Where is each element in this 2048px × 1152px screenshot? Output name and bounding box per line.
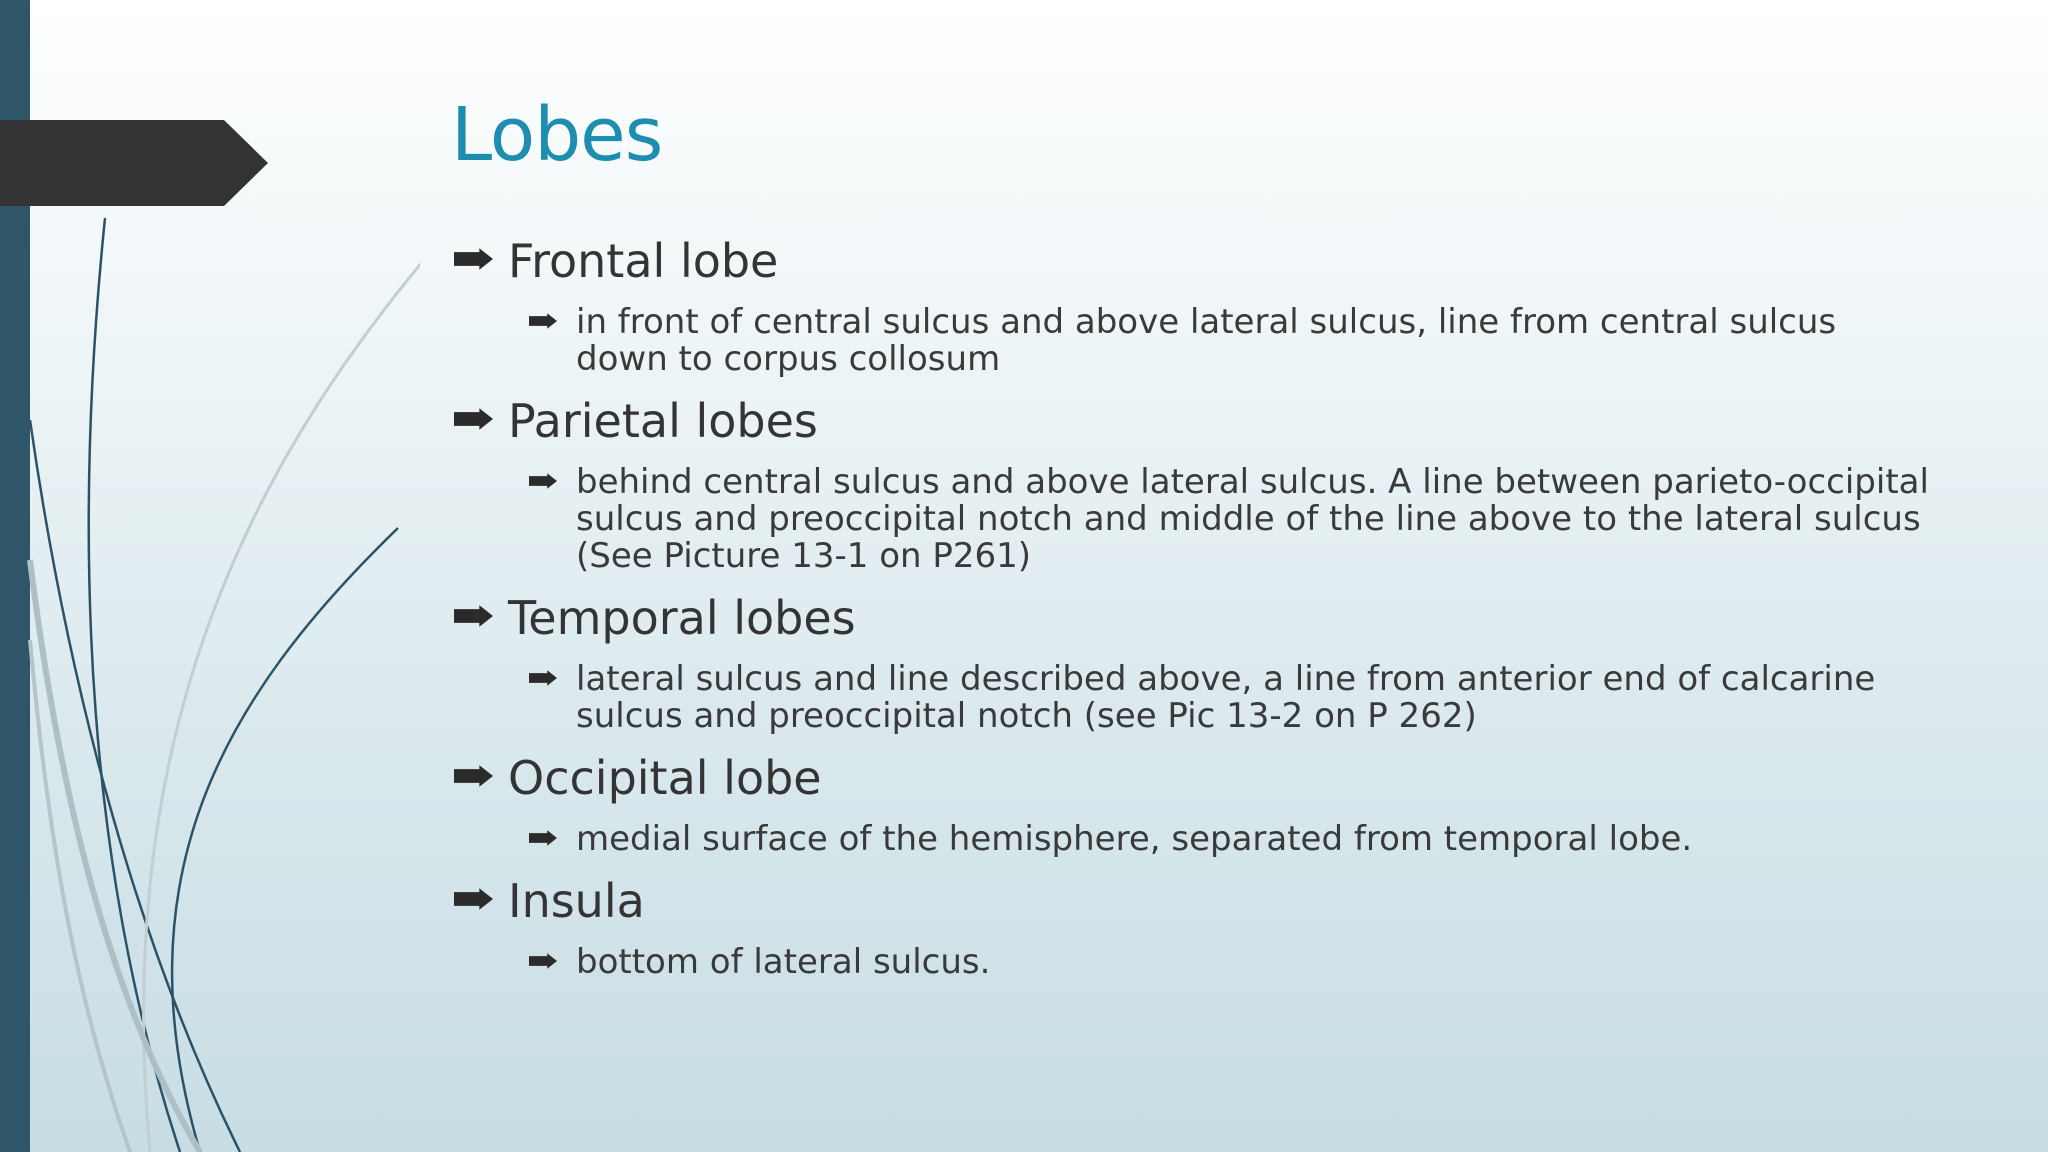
arrow-right-bullet-icon bbox=[454, 605, 493, 627]
bullet-parietal-lobes bbox=[452, 388, 1932, 454]
arrow-right-bullet-icon bbox=[529, 670, 557, 686]
arrow-right-bullet-icon bbox=[454, 248, 493, 270]
bullet-temporal-lobes bbox=[452, 585, 1932, 651]
arrow-right-bullet-icon bbox=[529, 953, 557, 969]
sub-bullet-occipital-lobe bbox=[452, 821, 1932, 858]
arrow-right-bullet-icon bbox=[454, 888, 493, 910]
bullet-heading: Parietal lobes bbox=[508, 394, 818, 448]
bullet-occipital-lobe bbox=[452, 745, 1932, 811]
arrow-right-bullet-icon bbox=[529, 313, 557, 329]
bullet-heading: Insula bbox=[508, 874, 645, 928]
bullet-heading: Occipital lobe bbox=[508, 751, 822, 805]
bullet-list bbox=[452, 228, 1932, 991]
arrow-right-bullet-icon bbox=[454, 765, 493, 787]
bullet-heading: Temporal lobes bbox=[508, 591, 856, 645]
sub-bullet-insula bbox=[452, 944, 1932, 981]
slide-title: Lobes bbox=[451, 92, 663, 178]
sub-bullet-parietal-lobes bbox=[452, 464, 1932, 575]
bullet-detail: medial surface of the hemisphere, separated from temporal lobe. bbox=[576, 819, 1693, 859]
bullet-heading: Frontal lobe bbox=[508, 234, 779, 288]
title-banner bbox=[0, 120, 268, 206]
bullet-detail: lateral sulcus and line described above, a line from anterior end of calcarine sulcus and preoccipital notch (see Pic 13-2 on P 262) bbox=[576, 659, 1876, 736]
arrow-right-bullet-icon bbox=[529, 473, 557, 489]
bullet-insula bbox=[452, 868, 1932, 934]
arrow-right-bullet-icon bbox=[529, 830, 557, 846]
bullet-detail: in front of central sulcus and above lateral sulcus, line from central sulcus down to corpus collosum bbox=[576, 302, 1837, 379]
sub-bullet-temporal-lobes bbox=[452, 661, 1932, 735]
bullet-frontal-lobe bbox=[452, 228, 1932, 294]
sub-bullet-frontal-lobe bbox=[452, 304, 1932, 378]
arrow-right-bullet-icon bbox=[454, 408, 493, 430]
bullet-detail: bottom of lateral sulcus. bbox=[576, 942, 991, 982]
bullet-detail: behind central sulcus and above lateral sulcus. A line between parieto-occipital sulcus and preoccipital notch and middle of the line above to the lateral sulcus (See Picture 13-1 on P261) bbox=[576, 462, 1929, 576]
